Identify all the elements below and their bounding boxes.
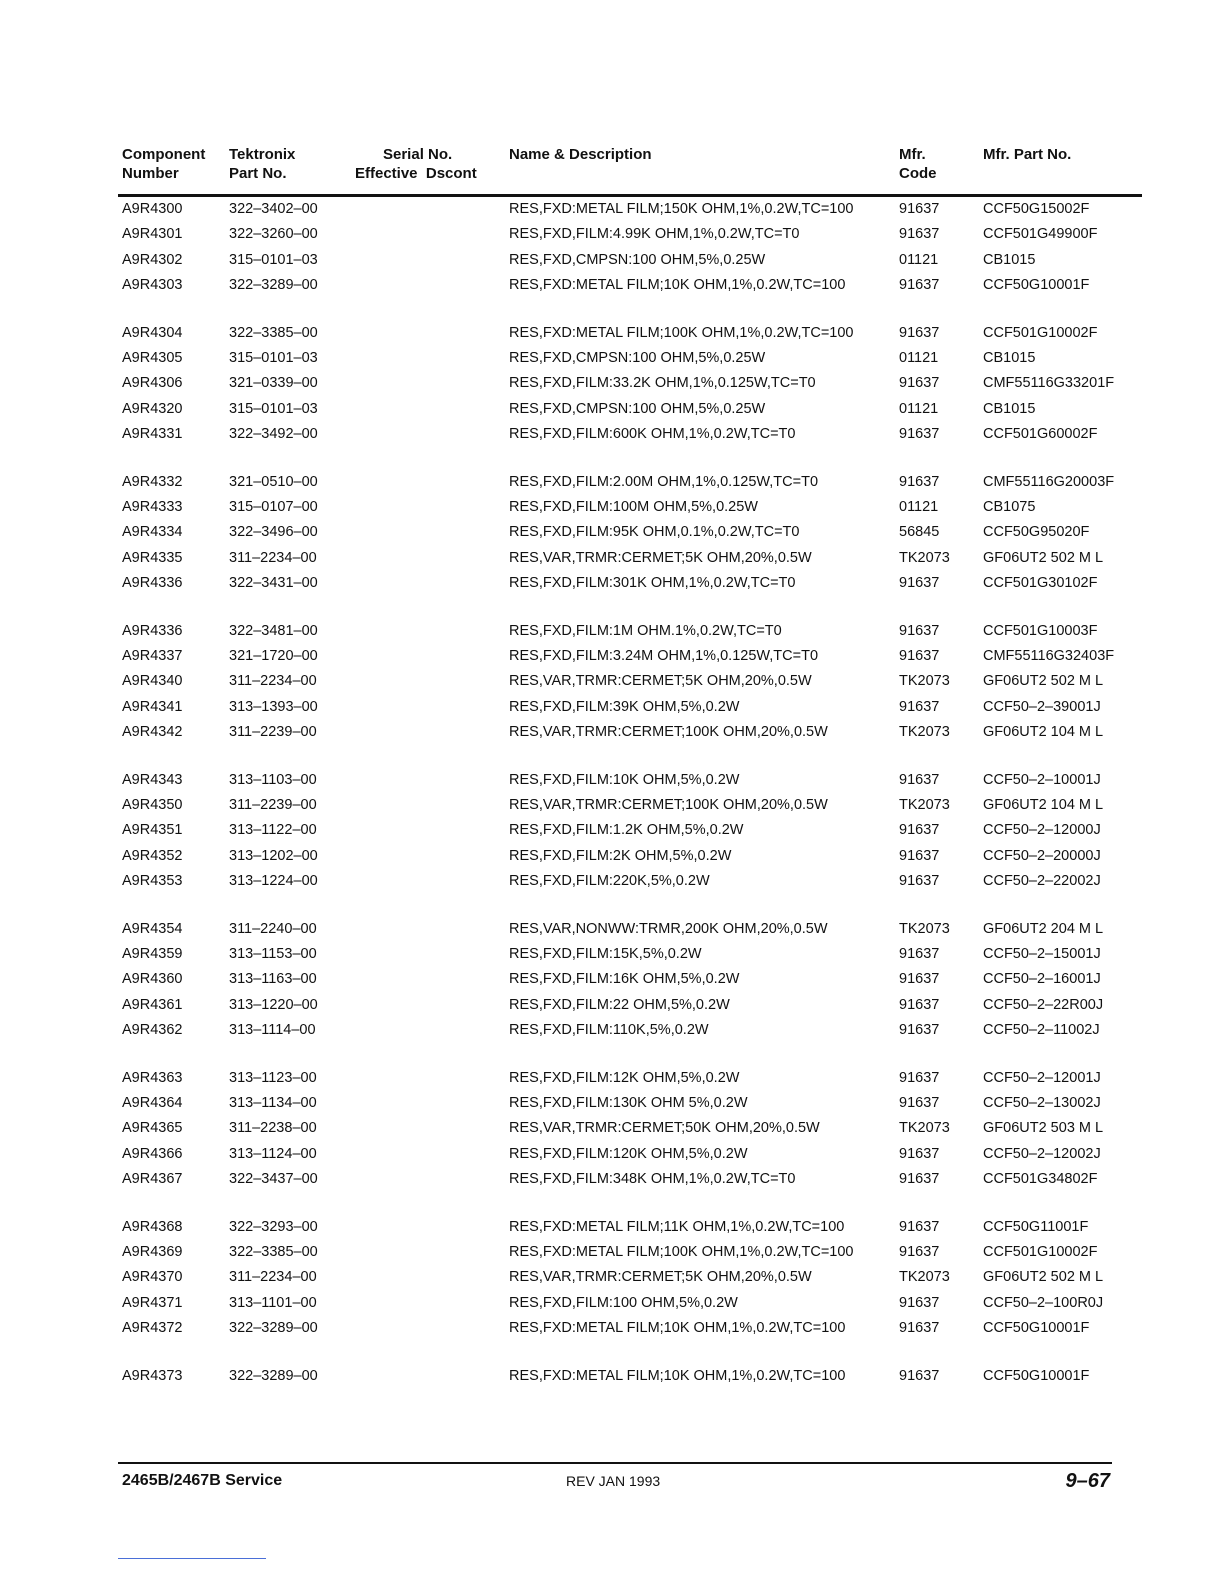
table-row [0, 423, 1224, 445]
mfr-part-number: CCF50–2–11002J [983, 1021, 1100, 1038]
component-number: A9R4354 [122, 920, 183, 937]
mfr-part-number: CCF501G10003F [983, 622, 1098, 639]
tektronix-part-number: 311–2240–00 [229, 920, 317, 937]
mfr-part-number: GF06UT2 502 M L [983, 549, 1104, 566]
mfr-code: 91637 [899, 1069, 940, 1086]
tektronix-part-number: 322–3385–00 [229, 324, 318, 341]
mfr-code: 91637 [899, 622, 940, 639]
component-number: A9R4369 [122, 1244, 183, 1260]
table-row [0, 572, 1224, 594]
mfr-part-number: CB1075 [983, 499, 1036, 515]
tektronix-part-number: 322–3260–00 [229, 226, 318, 243]
component-number: A9R4352 [122, 847, 183, 864]
tektronix-part-number: 322–3496–00 [229, 524, 318, 541]
table-row [0, 994, 1224, 1016]
component-number: A9R4366 [122, 1145, 183, 1162]
mfr-part-number: CCF50G10001F [983, 1367, 1090, 1384]
mfr-code: 91637 [899, 946, 940, 962]
component-number: A9R4360 [122, 971, 183, 988]
name-description: RES,FXD,FILM:22 OHM,5%,0.2W [509, 996, 730, 1013]
mfr-code: 91637 [899, 425, 940, 442]
mfr-code: TK2073 [899, 797, 950, 813]
table-row [0, 1292, 1224, 1314]
name-description: RES,VAR,NONWW:TRMR,200K OHM,20%,0.5W [509, 920, 828, 937]
name-description: RES,FXD,FILM:10K OHM,5%,0.2W [509, 771, 740, 788]
tektronix-part-number: 311–2234–00 [229, 673, 317, 690]
tektronix-part-number: 322–3481–00 [229, 622, 318, 639]
tektronix-part-number: 313–1122–00 [229, 822, 317, 839]
mfr-code: 91637 [899, 698, 940, 715]
component-number: A9R4368 [122, 1218, 183, 1235]
mfr-part-number: CCF501G60002F [983, 425, 1098, 442]
mfr-part-number: CCF50G11001F [983, 1218, 1089, 1235]
mfr-part-number: CB1015 [983, 251, 1036, 268]
table-row [0, 347, 1224, 369]
name-description: RES,VAR,TRMR:CERMET;100K OHM,20%,0.5W [509, 797, 828, 813]
mfr-part-number: CCF501G34802F [983, 1170, 1098, 1187]
tektronix-part-number: 321–0510–00 [229, 473, 318, 490]
tektronix-part-number: 322–3437–00 [229, 1170, 318, 1187]
component-number: A9R4371 [122, 1294, 183, 1311]
tektronix-part-number: 313–1393–00 [229, 698, 318, 715]
table-row [0, 398, 1224, 420]
tektronix-part-number: 322–3289–00 [229, 276, 318, 293]
table-row [0, 1241, 1224, 1263]
header-serial-line2: Effective Dscont [355, 165, 477, 182]
component-number: A9R4302 [122, 251, 183, 268]
mfr-part-number: CCF50–2–10001J [983, 771, 1101, 788]
table-row [0, 274, 1224, 296]
mfr-part-number: CCF50G95020F [983, 524, 1090, 541]
tektronix-part-number: 315–0101–03 [229, 251, 318, 268]
mfr-part-number: GF06UT2 502 M L [983, 673, 1104, 690]
mfr-part-number: CCF50–2–12002J [983, 1145, 1101, 1162]
component-number: A9R4301 [122, 226, 183, 243]
tektronix-part-number: 313–1124–00 [229, 1145, 317, 1162]
name-description: RES,FXD,FILM:3.24M OHM,1%,0.125W,TC=T0 [509, 648, 819, 664]
name-description: RES,FXD,FILM:4.99K OHM,1%,0.2W,TC=T0 [509, 226, 800, 243]
component-number: A9R4350 [122, 797, 183, 813]
table-row [0, 918, 1224, 940]
mfr-code: TK2073 [899, 1269, 950, 1286]
name-description: RES,FXD:METAL FILM;10K OHM,1%,0.2W,TC=100 [509, 1319, 846, 1336]
tektronix-part-number: 313–1220–00 [229, 996, 318, 1013]
header-tektronix-line2: Part No. [229, 165, 287, 182]
component-number: A9R4340 [122, 673, 183, 690]
footer-revision: REV JAN 1993 [566, 1473, 661, 1489]
mfr-code: 91637 [899, 1095, 940, 1111]
component-number: A9R4373 [122, 1367, 183, 1384]
mfr-code: 01121 [899, 499, 939, 515]
component-number: A9R4336 [122, 622, 183, 639]
mfr-code: 91637 [899, 1294, 940, 1311]
mfr-part-number: CCF50G10001F [983, 276, 1090, 293]
tektronix-part-number: 315–0101–03 [229, 400, 318, 417]
header-serial-line1: Serial No. [383, 146, 453, 163]
tektronix-part-number: 313–1224–00 [229, 872, 318, 889]
tektronix-part-number: 321–1720–00 [229, 648, 318, 664]
tektronix-part-number: 311–2239–00 [229, 723, 317, 740]
mfr-code: 91637 [899, 872, 940, 889]
name-description: RES,FXD,FILM:39K OHM,5%,0.2W [509, 698, 740, 715]
name-description: RES,FXD,FILM:220K,5%,0.2W [509, 872, 710, 889]
mfr-code: 91637 [899, 1244, 940, 1260]
component-number: A9R4363 [122, 1069, 183, 1086]
tektronix-part-number: 311–2238–00 [229, 1120, 317, 1137]
mfr-code: 91637 [899, 276, 940, 293]
name-description: RES,FXD,FILM:348K OHM,1%,0.2W,TC=T0 [509, 1170, 796, 1187]
mfr-code: 91637 [899, 324, 940, 341]
mfr-code: TK2073 [899, 673, 950, 690]
component-number: A9R4334 [122, 524, 183, 541]
mfr-part-number: CCF501G10002F [983, 1244, 1098, 1260]
mfr-code: 91637 [899, 847, 940, 864]
component-number: A9R4336 [122, 574, 183, 591]
component-number: A9R4359 [122, 946, 183, 962]
footer-manual-title: 2465B/2467B Service [122, 1472, 283, 1489]
mfr-code: 91637 [899, 1218, 940, 1235]
table-row [0, 1117, 1224, 1139]
name-description: RES,FXD,CMPSN:100 OHM,5%,0.25W [509, 350, 766, 366]
name-description: RES,FXD,FILM:1.2K OHM,5%,0.2W [509, 822, 744, 839]
header-tektronix-line1: Tektronix [229, 146, 296, 163]
tektronix-part-number: 313–1123–00 [229, 1069, 317, 1086]
mfr-code: 01121 [899, 251, 939, 268]
tektronix-part-number: 313–1101–00 [229, 1294, 317, 1311]
table-row [0, 496, 1224, 518]
component-number: A9R4331 [122, 425, 183, 442]
name-description: RES,FXD,FILM:12K OHM,5%,0.2W [509, 1069, 740, 1086]
component-number: A9R4372 [122, 1319, 183, 1336]
header-mfr-part-line1: Mfr. Part No. [983, 146, 1072, 163]
component-number: A9R4300 [122, 201, 183, 217]
table-row [0, 322, 1224, 344]
component-number: A9R4341 [122, 698, 183, 715]
mfr-code: TK2073 [899, 1120, 950, 1137]
component-number: A9R4337 [122, 648, 183, 664]
table-row [0, 1168, 1224, 1190]
name-description: RES,VAR,TRMR:CERMET;5K OHM,20%,0.5W [509, 1269, 812, 1286]
mfr-part-number: GF06UT2 104 M L [983, 797, 1104, 813]
header-component-line1: Component [122, 146, 206, 163]
mfr-part-number: CMF55116G33201F [983, 375, 1115, 392]
name-description: RES,FXD,FILM:100 OHM,5%,0.2W [509, 1294, 738, 1311]
mfr-part-number: CMF55116G20003F [983, 473, 1115, 490]
table-row [0, 1143, 1224, 1165]
table-row [0, 1216, 1224, 1238]
name-description: RES,FXD,FILM:120K OHM,5%,0.2W [509, 1145, 748, 1162]
name-description: RES,FXD,FILM:600K OHM,1%,0.2W,TC=T0 [509, 425, 796, 442]
mfr-part-number: CCF50G10001F [983, 1319, 1090, 1336]
table-row [0, 620, 1224, 642]
name-description: RES,FXD:METAL FILM;100K OHM,1%,0.2W,TC=100 [509, 1244, 854, 1260]
mfr-part-number: CCF50–2–13002J [983, 1095, 1101, 1111]
footer-rule [118, 1462, 1112, 1464]
mfr-code: 91637 [899, 375, 940, 392]
mfr-part-number: GF06UT2 503 M L [983, 1120, 1104, 1137]
name-description: RES,FXD:METAL FILM;11K OHM,1%,0.2W,TC=100 [509, 1218, 845, 1235]
table-row [0, 1092, 1224, 1114]
mfr-part-number: CB1015 [983, 350, 1036, 366]
mfr-part-number: CCF50–2–15001J [983, 946, 1101, 962]
mfr-code: TK2073 [899, 920, 950, 937]
tektronix-part-number: 313–1103–00 [229, 771, 317, 788]
name-description: RES,FXD,FILM:1M OHM.1%,0.2W,TC=T0 [509, 622, 782, 639]
name-description: RES,FXD,FILM:110K,5%,0.2W [509, 1021, 709, 1038]
component-number: A9R4304 [122, 324, 183, 341]
tektronix-part-number: 313–1153–00 [229, 946, 317, 962]
tektronix-part-number: 322–3289–00 [229, 1367, 318, 1384]
name-description: RES,FXD:METAL FILM;100K OHM,1%,0.2W,TC=100 [509, 324, 854, 341]
table-row [0, 223, 1224, 245]
component-number: A9R4351 [122, 822, 183, 839]
component-number: A9R4303 [122, 276, 183, 293]
component-number: A9R4361 [122, 996, 183, 1013]
component-number: A9R4343 [122, 771, 183, 788]
component-number: A9R4306 [122, 375, 183, 392]
component-number: A9R4364 [122, 1095, 183, 1111]
mfr-code: TK2073 [899, 723, 950, 740]
table-row [0, 471, 1224, 493]
mfr-part-number: CCF50–2–12000J [983, 822, 1101, 839]
tektronix-part-number: 322–3492–00 [229, 425, 318, 442]
mfr-part-number: CCF501G49900F [983, 226, 1098, 243]
mfr-part-number: CCF50–2–22002J [983, 872, 1101, 889]
footer-page-number: 9–67 [1065, 1470, 1110, 1492]
tektronix-part-number: 311–2234–00 [229, 549, 317, 566]
tektronix-part-number: 322–3289–00 [229, 1319, 318, 1336]
component-number: A9R4332 [122, 473, 183, 490]
mfr-code: TK2073 [899, 549, 950, 566]
tektronix-part-number: 313–1163–00 [229, 971, 317, 988]
mfr-part-number: CCF50–2–12001J [983, 1069, 1101, 1086]
table-row [0, 645, 1224, 667]
header-component-line2: Number [122, 165, 179, 182]
tektronix-part-number: 322–3402–00 [229, 201, 318, 217]
mfr-part-number: CB1015 [983, 400, 1036, 417]
table-row [0, 1067, 1224, 1089]
table-row [0, 670, 1224, 692]
tektronix-part-number: 311–2239–00 [229, 797, 317, 813]
mfr-code: 91637 [899, 1170, 940, 1187]
mfr-code: 91637 [899, 771, 940, 788]
name-description: RES,FXD,FILM:130K OHM 5%,0.2W [509, 1095, 748, 1111]
table-row [0, 943, 1224, 965]
name-description: RES,FXD,FILM:301K OHM,1%,0.2W,TC=T0 [509, 574, 796, 591]
table-row [0, 547, 1224, 569]
mfr-part-number: CCF50–2–20000J [983, 847, 1101, 864]
mfr-code: 91637 [899, 1021, 940, 1038]
mfr-code: 91637 [899, 648, 940, 664]
mfr-part-number: GF06UT2 104 M L [983, 723, 1104, 740]
mfr-code: 91637 [899, 1367, 940, 1384]
table-row [0, 198, 1224, 220]
mfr-part-number: GF06UT2 204 M L [983, 920, 1104, 937]
name-description: RES,FXD,FILM:2K OHM,5%,0.2W [509, 847, 732, 864]
tektronix-part-number: 313–1202–00 [229, 847, 318, 864]
name-description: RES,FXD:METAL FILM;10K OHM,1%,0.2W,TC=100 [509, 1367, 846, 1384]
table-row [0, 721, 1224, 743]
mfr-part-number: CCF50–2–100R0J [983, 1294, 1104, 1311]
table-row [0, 819, 1224, 841]
mfr-code: 91637 [899, 1319, 940, 1336]
name-description: RES,FXD:METAL FILM;10K OHM,1%,0.2W,TC=100 [509, 276, 846, 293]
table-row [0, 1019, 1224, 1041]
name-description: RES,FXD,FILM:16K OHM,5%,0.2W [509, 971, 740, 988]
tektronix-part-number: 313–1114–00 [229, 1021, 316, 1038]
header-name-line1: Name & Description [509, 146, 652, 163]
name-description: RES,FXD,CMPSN:100 OHM,5%,0.25W [509, 251, 766, 268]
component-number: A9R4353 [122, 872, 183, 889]
name-description: RES,FXD,FILM:2.00M OHM,1%,0.125W,TC=T0 [509, 473, 819, 490]
component-number: A9R4320 [122, 400, 183, 417]
mfr-code: 91637 [899, 226, 940, 243]
name-description: RES,FXD,FILM:15K,5%,0.2W [509, 946, 702, 962]
table-row [0, 372, 1224, 394]
name-description: RES,FXD,FILM:95K OHM,0.1%,0.2W,TC=T0 [509, 524, 800, 541]
mfr-code: 56845 [899, 524, 940, 541]
name-description: RES,VAR,TRMR:CERMET;5K OHM,20%,0.5W [509, 673, 812, 690]
table-row [0, 249, 1224, 271]
tektronix-part-number: 311–2234–00 [229, 1269, 317, 1286]
mfr-part-number: CCF50–2–39001J [983, 698, 1101, 715]
tektronix-part-number: 322–3385–00 [229, 1244, 318, 1260]
tektronix-part-number: 315–0101–03 [229, 350, 318, 366]
mfr-code: 91637 [899, 822, 940, 839]
mfr-part-number: GF06UT2 502 M L [983, 1269, 1104, 1286]
component-number: A9R4362 [122, 1021, 183, 1038]
header-mfr-line1: Mfr. [899, 146, 926, 163]
table-row [0, 696, 1224, 718]
mfr-code: 91637 [899, 473, 940, 490]
link-underline [118, 1558, 266, 1559]
table-row [0, 769, 1224, 791]
component-number: A9R4342 [122, 723, 183, 740]
table-row [0, 1365, 1224, 1387]
name-description: RES,FXD:METAL FILM;150K OHM,1%,0.2W,TC=100 [509, 201, 854, 217]
mfr-part-number: CCF501G30102F [983, 574, 1098, 591]
mfr-part-number: CMF55116G32403F [983, 648, 1115, 664]
component-number: A9R4335 [122, 549, 183, 566]
mfr-part-number: CCF501G10002F [983, 324, 1098, 341]
table-row [0, 1317, 1224, 1339]
mfr-part-number: CCF50–2–16001J [983, 971, 1101, 988]
mfr-code: 91637 [899, 1145, 940, 1162]
tektronix-part-number: 315–0107–00 [229, 499, 318, 515]
name-description: RES,VAR,TRMR:CERMET;5K OHM,20%,0.5W [509, 549, 812, 566]
component-number: A9R4333 [122, 499, 183, 515]
tektronix-part-number: 321–0339–00 [229, 375, 318, 392]
tektronix-part-number: 322–3293–00 [229, 1218, 318, 1235]
mfr-part-number: CCF50G15002F [983, 201, 1090, 217]
table-row [0, 521, 1224, 543]
name-description: RES,VAR,TRMR:CERMET;50K OHM,20%,0.5W [509, 1120, 820, 1137]
tektronix-part-number: 322–3431–00 [229, 574, 318, 591]
mfr-code: 91637 [899, 971, 940, 988]
mfr-code: 91637 [899, 574, 940, 591]
table-row [0, 1266, 1224, 1288]
component-number: A9R4367 [122, 1170, 183, 1187]
mfr-code: 01121 [899, 350, 939, 366]
mfr-part-number: CCF50–2–22R00J [983, 996, 1104, 1013]
name-description: RES,VAR,TRMR:CERMET;100K OHM,20%,0.5W [509, 723, 828, 740]
name-description: RES,FXD,FILM:33.2K OHM,1%,0.125W,TC=T0 [509, 375, 816, 392]
mfr-code: 91637 [899, 996, 940, 1013]
table-row [0, 794, 1224, 816]
component-number: A9R4305 [122, 350, 183, 366]
mfr-code: 01121 [899, 400, 939, 417]
component-number: A9R4365 [122, 1120, 183, 1137]
tektronix-part-number: 313–1134–00 [229, 1095, 317, 1111]
table-row [0, 870, 1224, 892]
table-row [0, 968, 1224, 990]
table-row [0, 845, 1224, 867]
name-description: RES,FXD,CMPSN:100 OHM,5%,0.25W [509, 400, 766, 417]
header-mfr-line2: Code [899, 165, 937, 182]
mfr-code: 91637 [899, 201, 940, 217]
name-description: RES,FXD,FILM:100M OHM,5%,0.25W [509, 499, 758, 515]
component-number: A9R4370 [122, 1269, 183, 1286]
